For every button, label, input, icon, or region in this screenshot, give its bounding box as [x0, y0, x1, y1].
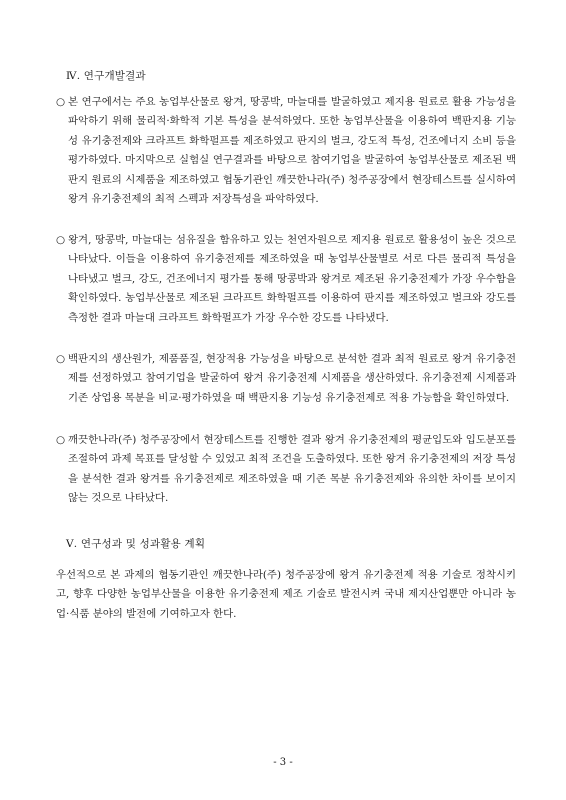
- bullet-paragraph-2: [56, 231, 516, 328]
- bullet-text: 백판지의 생산원가, 제품품질, 현장적용 가능성을 바탕으로 분석한 결과 최적 원료로 왕겨 유기충전제를 선정하였고 참여기업을 발굴하여 왕겨 유기충전제 시제품을 생산하였다. 유기충전제 시제품과 기존 상업용 목분을 비교·평가하였을 때 백판지용 기능성 유기충전제로 적용 가능함을 확인하였다.: [68, 353, 516, 404]
- bullet-circle-icon: ○: [56, 234, 66, 246]
- section-4-heading: Ⅳ. 연구개발결과: [66, 70, 146, 82]
- bullet-paragraph-1: [56, 93, 516, 209]
- bullet-paragraph-3: [56, 350, 516, 408]
- bullet-text: 본 연구에서는 주요 농업부산물로 왕겨, 땅콩박, 마늘대를 발굴하였고 제지용 원료로 활용 가능성을 파악하기 위해 물리적·화학적 기본 특성을 분석하였다. 또한 농업부산물을 이용하여 백판지용 기능성 유기충전제와 크라프트 화학펄프를 제조하였고 판지의 벌크, 강도적 특성, 건조에너지 소비 등을 평가하였다. 마지막으로 실험실 연구결과를 바탕으로 참여기업을 발굴하여 농업부산물로 제조된 백판지 원료의 시제품을 제조하였고 협동기관인 깨끗한나라(주) 청주공장에서 현장테스트를 실시하여 왕겨 유기충전제의 최적 스펙과 저장특성을 파악하였다.: [68, 96, 516, 206]
- bullet-paragraph-4: [56, 431, 516, 509]
- bullet-circle-icon: ○: [56, 434, 66, 446]
- bullet-text: 깨끗한나라(주) 청주공장에서 현장테스트를 진행한 결과 왕겨 유기충전제의 평균입도와 입도분포를 조절하여 과제 목표를 달성할 수 있었고 최적 조건을 도출하였다. 또한 왕겨 유기충전제의 저장 특성을 분석한 결과 왕겨를 유기충전제로 제조하였을 때 기존 목분 유기충전제와 유의한 차이를 보이지 않는 것으로 나타났다.: [68, 434, 516, 505]
- bullet-circle-icon: ○: [56, 353, 66, 365]
- section-5-paragraph: 우선적으로 본 과제의 협동기관인 깨끗한나라(주) 청주공장에 왕겨 유기충전제 적용 기술로 정착시키고, 향후 다양한 농업부산물을 이용한 유기충전제 제조 기술로 발전시켜 국내 제지산업뿐만 아니라 농업·식품 분야의 발전에 기여하고자 한다.: [56, 569, 516, 620]
- bullet-text: 왕겨, 땅콩박, 마늘대는 섬유질을 함유하고 있는 천연자원으로 제지용 원료로 활용성이 높은 것으로 나타났다. 이들을 이용하여 유기충전제를 제조하였을 때 농업부산물별로 서로 다른 물리적 특성을 나타냈고 벌크, 강도, 건조에너지 평가를 통해 땅콩박과 왕겨로 제조된 유기충전제가 가장 우수함을 확인하였다. 농업부산물로 제조된 크라프트 화학펄프를 이용하여 판지를 제조하였고 벌크와 강도를 측정한 결과 마늘대 크라프트 화학펄프가 가장 우수한 강도를 나타냈다.: [68, 234, 516, 324]
- page-number: - 3 -: [273, 757, 293, 768]
- bullet-circle-icon: ○: [56, 96, 66, 108]
- section-5-heading: Ⅴ. 연구성과 및 성과활용 계획: [66, 538, 206, 550]
